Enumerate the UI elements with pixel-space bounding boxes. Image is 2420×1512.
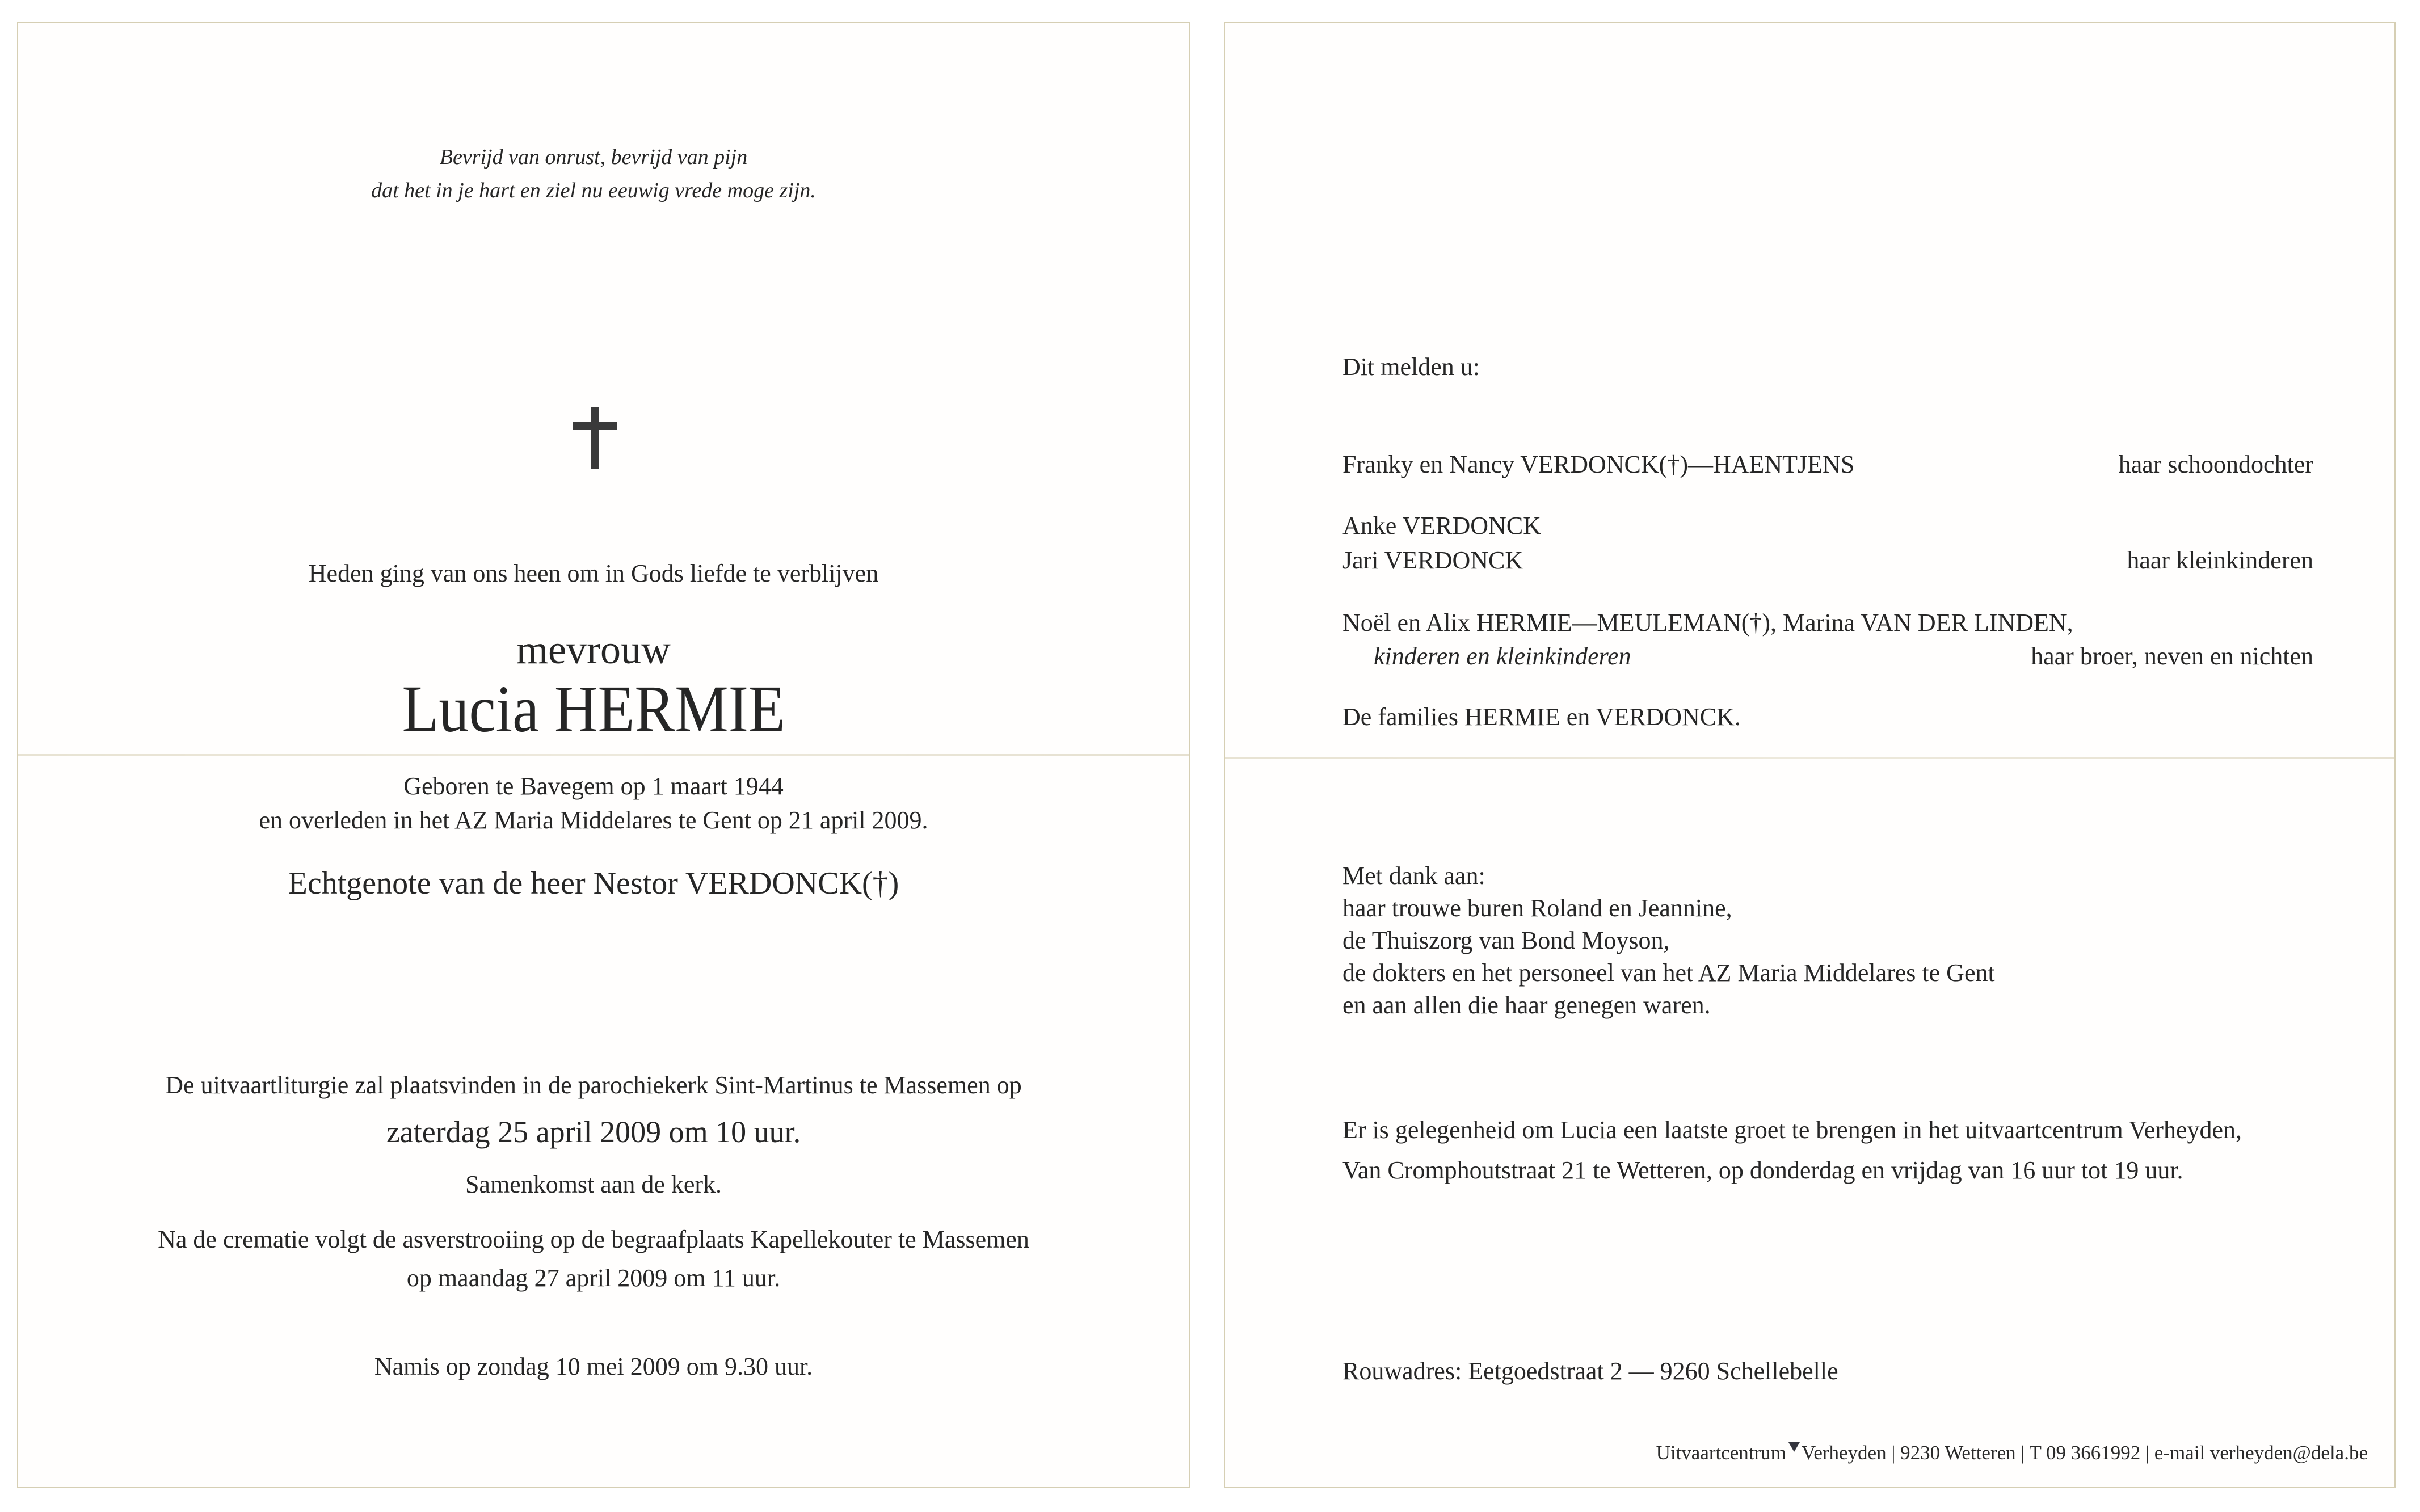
- liturgy-datetime: zaterdag 25 april 2009 om 10 uur.: [386, 1115, 801, 1149]
- death-line: en overleden in het AZ Maria Middelares te Gent op 21 april 2009.: [259, 806, 928, 834]
- mourning-address-line: Rouwadres: Eetgoedstraat 2 — 9260 Schellebelle: [1342, 1357, 1838, 1385]
- fold-crease-right: [1225, 757, 2394, 759]
- dela-triangle-icon: [1788, 1442, 1800, 1452]
- cremation-line-2: op maandag 27 april 2009 om 11 uur.: [406, 1264, 781, 1292]
- latin-cross-icon: [573, 407, 617, 469]
- quote-line-1: Bevrijd van onrust, bevrijd van pijn: [439, 145, 748, 169]
- family-group-3-line-1: Noël en Alix HERMIE—MEULEMAN(†), Marina VAN DER LINDEN,: [1342, 609, 2073, 637]
- family-relation: haar broer, neven en nichten: [2031, 642, 2313, 670]
- thanks-line: en aan allen die haar genegen waren.: [1342, 991, 1711, 1019]
- deceased-name: [18, 672, 1169, 747]
- family-relation: haar kleinkinderen: [2127, 546, 2313, 574]
- funeral-home-footer: [1656, 1441, 2368, 1465]
- family-group-1: [1342, 450, 2313, 479]
- card-left-page: [17, 22, 1190, 1488]
- families-line: De families HERMIE en VERDONCK.: [1342, 703, 1741, 731]
- footer-brand-right: Verheyden: [1801, 1442, 1887, 1464]
- thanks-line: de Thuiszorg van Bond Moyson,: [1342, 926, 1670, 954]
- footer-contact-text: | 9230 Wetteren | T 09 3661992 | e-mail verheyden@dela.be: [1886, 1442, 2368, 1464]
- gathering-line: Samenkomst aan de kerk.: [465, 1170, 722, 1198]
- cross-vertical-bar: [591, 407, 599, 469]
- visitation-block: [1342, 1110, 2242, 1190]
- family-group-2: [1342, 546, 2313, 575]
- family-subline: kinderen en kleinkinderen: [1374, 642, 1631, 670]
- fold-crease-left: [18, 754, 1189, 756]
- family-names: Jari VERDONCK: [1342, 546, 1523, 574]
- quote-line-2: dat het in je hart en ziel nu eeuwig vrede moge zijn.: [371, 179, 816, 203]
- thanks-line: de dokters en het personeel van het AZ Maria Middelares te Gent: [1342, 959, 1995, 987]
- family-group-3: [1342, 642, 2313, 671]
- visitation-line-2: Van Cromphoutstraat 21 te Wetteren, op donderdag en vrijdag van 16 uur tot 19 uur.: [1342, 1156, 2183, 1184]
- visitation-line-1: Er is gelegenheid om Lucia een laatste groet te brengen in het uitvaartcentrum Verheyden,: [1342, 1116, 2242, 1144]
- birth-line: Geboren te Bavegem op 1 maart 1944: [403, 772, 784, 800]
- deceased-name-text: Lucia HERMIE: [402, 672, 785, 746]
- announcement-heading: Dit melden u:: [1342, 353, 1480, 381]
- thanks-heading: Met dank aan:: [1342, 862, 1485, 890]
- honorific: mevrouw: [516, 627, 671, 672]
- family-relation: haar schoondochter: [2118, 450, 2313, 478]
- thanks-line: haar trouwe buren Roland en Jeannine,: [1342, 894, 1732, 922]
- card-right-page: [1224, 22, 2396, 1488]
- intro-line: Heden ging van ons heen om in Gods liefde te verblijven: [308, 559, 879, 587]
- family-names: Franky en Nancy VERDONCK(†)—HAENTJENS: [1342, 450, 1855, 478]
- family-group-2-line-1: Anke VERDONCK: [1342, 512, 1541, 540]
- liturgy-line: De uitvaartliturgie zal plaatsvinden in de parochiekerk Sint-Martinus te Massemen op: [165, 1071, 1022, 1099]
- memorial-mass-line: Namis op zondag 10 mei 2009 om 9.30 uur.: [374, 1353, 813, 1380]
- cremation-line-1: Na de crematie volgt de asverstrooiing op de begraafplaats Kapellekouter te Massemen: [158, 1225, 1029, 1253]
- cross-horizontal-bar: [573, 422, 617, 430]
- spouse-line: Echtgenote van de heer Nestor VERDONCK(†): [288, 866, 899, 901]
- thanks-block: [1342, 860, 1995, 1021]
- opening-quote: [18, 141, 1169, 208]
- footer-brand-left: Uitvaartcentrum: [1656, 1442, 1786, 1464]
